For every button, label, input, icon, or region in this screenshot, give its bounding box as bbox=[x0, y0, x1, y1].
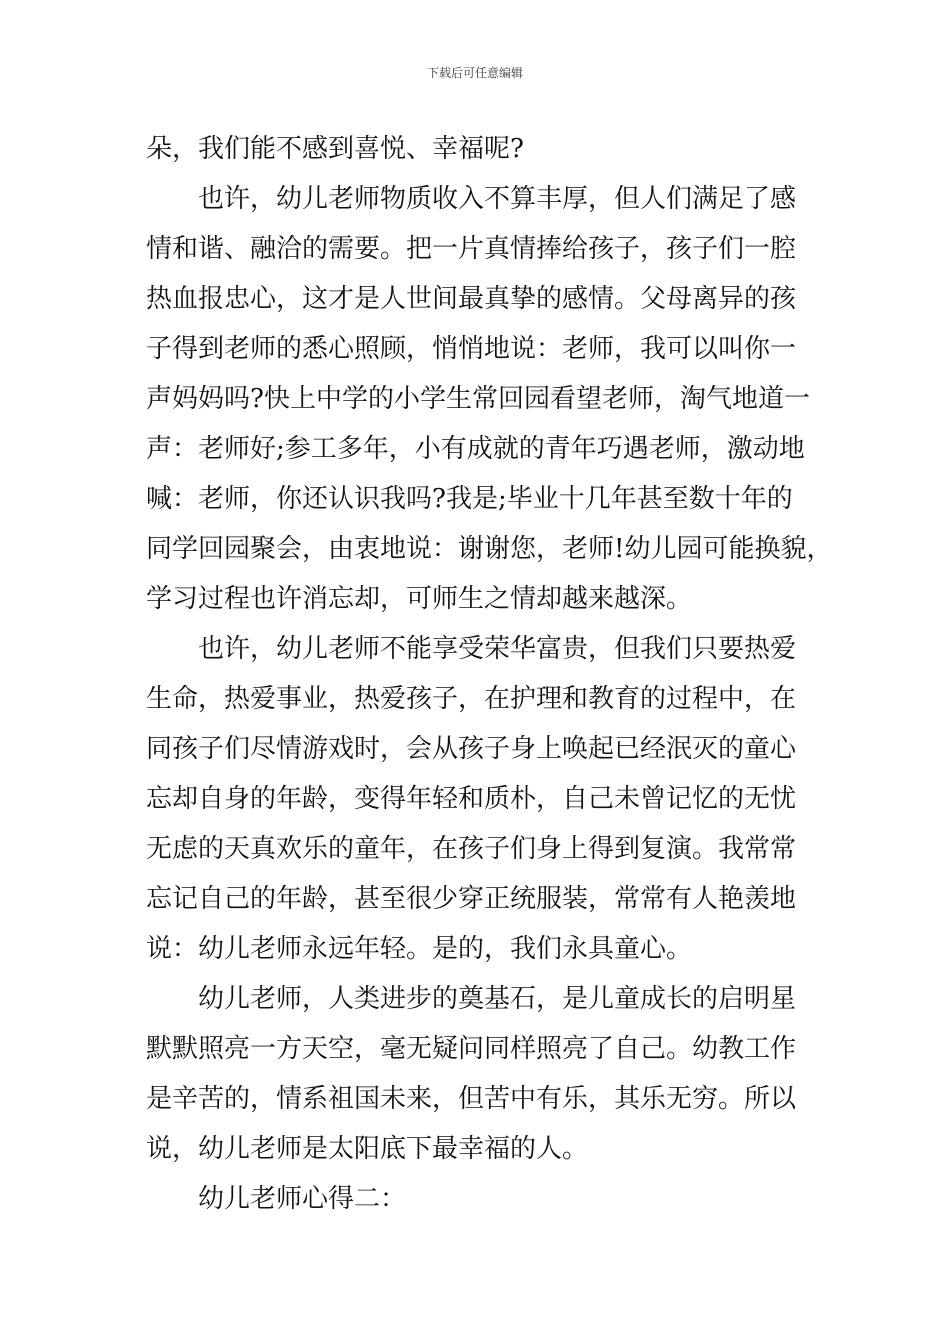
text-line: 情和谐、融洽的需要。把一片真情捧给孩子，孩子们一腔 bbox=[146, 234, 797, 264]
paragraph-start-line: 也许，幼儿老师不能享受荣华富贵，但我们只要热爱 bbox=[198, 634, 797, 664]
text-line: 默默照亮一方天空，毫无疑问同样照亮了自己。幼教工作 bbox=[146, 1034, 797, 1064]
text-line: 学习过程也许消忘却，可师生之情却越来越深。 bbox=[146, 584, 693, 614]
text-line: 声：老师好;参工多年，小有成就的青年巧遇老师，激动地 bbox=[146, 434, 805, 464]
text-line: 喊：老师，你还认识我吗?我是;毕业十几年甚至数十年的 bbox=[146, 484, 793, 514]
page-header-note: 下载后可任意编辑 bbox=[426, 66, 523, 80]
text-line: 同学回园聚会，由衷地说：谢谢您，老师!幼儿园可能换貌， bbox=[146, 534, 833, 564]
text-line: 热血报忠心，这才是人世间最真挚的感情。父母离异的孩 bbox=[146, 284, 797, 314]
section-heading-line: 幼儿老师心得二： bbox=[198, 1184, 407, 1214]
document-body bbox=[146, 124, 833, 1224]
text-line: 同孩子们尽情游戏时，会从孩子身上唤起已经泯灭的童心 bbox=[146, 734, 797, 764]
paragraph-start-line: 也许，幼儿老师物质收入不算丰厚，但人们满足了感 bbox=[198, 184, 797, 214]
text-line: 生命，热爱事业，热爱孩子，在护理和教育的过程中，在 bbox=[146, 684, 797, 714]
paragraph-start-line: 幼儿老师，人类进步的奠基石，是儿童成长的启明星 bbox=[198, 984, 797, 1014]
text-line: 说，幼儿老师是太阳底下最幸福的人。 bbox=[146, 1134, 589, 1164]
text-line: 声妈妈吗?快上中学的小学生常回园看望老师，淘气地道一 bbox=[146, 384, 810, 414]
text-line: 无虑的天真欢乐的童年，在孩子们身上得到复演。我常常 bbox=[146, 834, 797, 864]
text-line: 子得到老师的悉心照顾，悄悄地说：老师，我可以叫你一 bbox=[146, 334, 797, 364]
text-line: 是辛苦的，情系祖国未来，但苦中有乐，其乐无穷。所以 bbox=[146, 1084, 797, 1114]
text-line: 朵，我们能不感到喜悦、幸福呢? bbox=[146, 134, 524, 164]
text-line: 说：幼儿老师永远年轻。是的，我们永具童心。 bbox=[146, 934, 693, 964]
text-line: 忘记自己的年龄，甚至很少穿正统服装，常常有人艳羡地 bbox=[146, 884, 797, 914]
text-line: 忘却自身的年龄，变得年轻和质朴，自己未曾记忆的无忧 bbox=[146, 784, 797, 814]
